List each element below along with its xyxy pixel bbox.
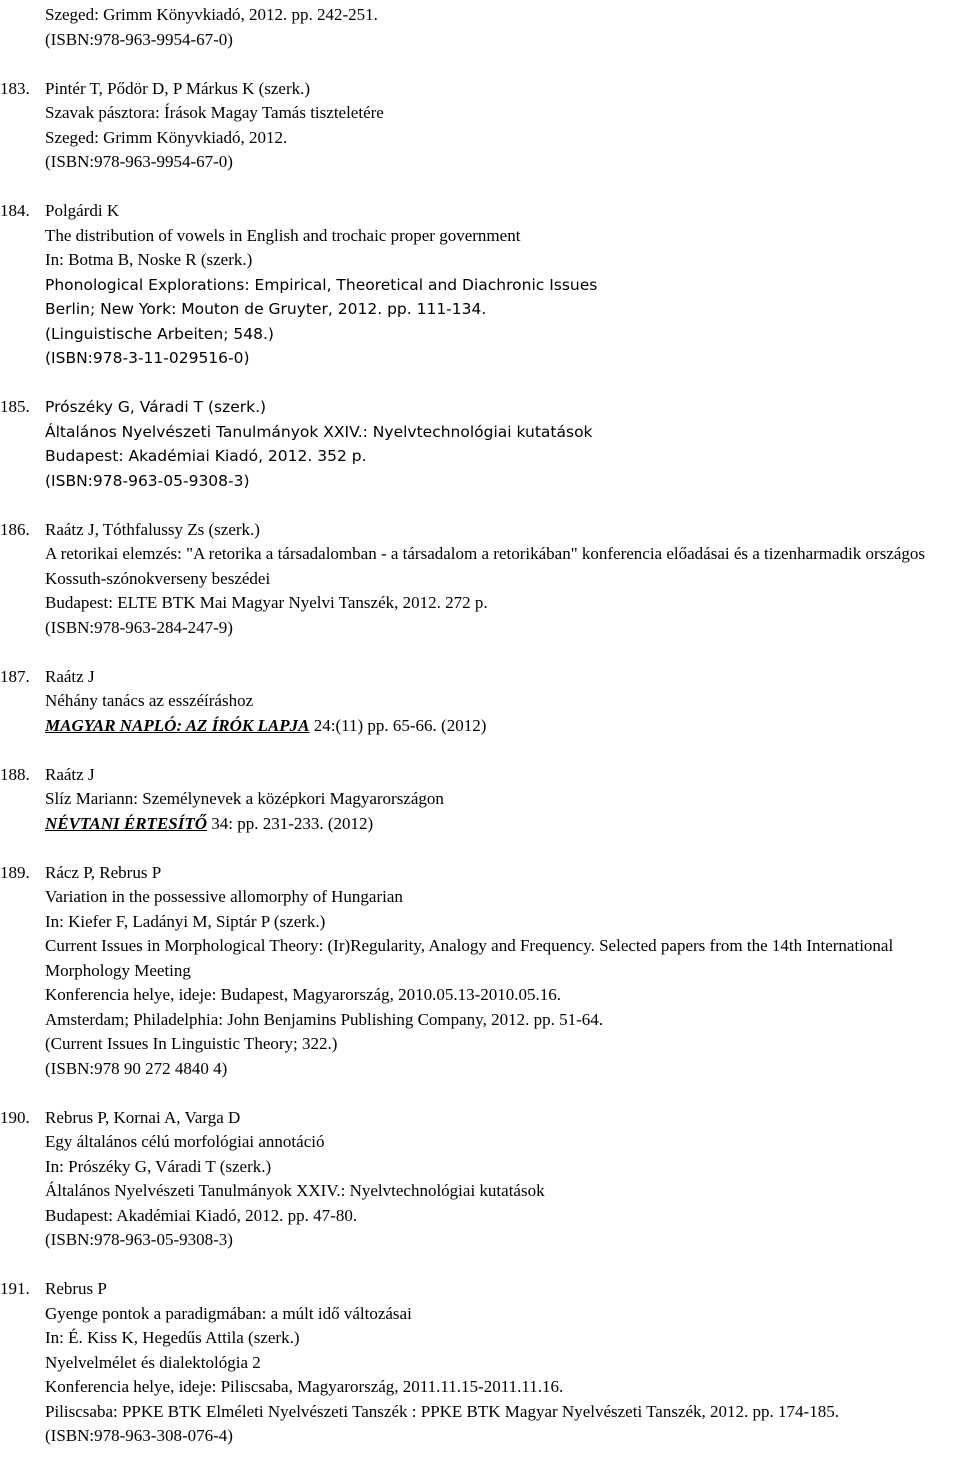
- entry-authors: Raátz J, Tóthfalussy Zs (szerk.): [45, 519, 260, 539]
- entry-190: [0, 1106, 960, 1253]
- series-line: (Linguistische Arbeiten; 548.): [45, 324, 274, 343]
- entry-number: 183.: [0, 78, 30, 98]
- entry-184: [0, 199, 960, 371]
- entry-fragment-top: [0, 3, 960, 52]
- entry-authors: Rebrus P: [45, 1279, 107, 1298]
- entry-183: [0, 77, 960, 175]
- entry-189: [0, 861, 960, 1082]
- isbn-line: (ISBN:978-963-05-9308-3): [45, 471, 250, 490]
- entry-title: Variation in the possessive allomorphy of Hungarian: [45, 887, 403, 906]
- publisher-line: Budapest: Akadémiai Kiadó, 2012. 352 p.: [45, 447, 367, 465]
- entry-title: Gyenge pontok a paradigmában: a múlt idő változásai: [45, 1303, 412, 1323]
- journal-name: MAGYAR NAPLÓ: AZ ÍRÓK LAPJA: [45, 715, 310, 735]
- entry-authors: Polgárdi K: [45, 201, 120, 220]
- publisher-line: Berlin; New York: Mouton de Gruyter, 2012. pp. 111-134.: [45, 300, 487, 318]
- publisher-line: Piliscsaba: PPKE BTK Elméleti Nyelvészeti Tanszék : PPKE BTK Magyar Nyelvészeti Tanszék, 2012. pp. 174-185.: [45, 1401, 839, 1421]
- entry-title: Slíz Mariann: Személynevek a középkori Magyarországon: [45, 789, 444, 808]
- isbn-line: (ISBN:978-3-11-029516-0): [45, 349, 250, 367]
- book-title: Phonological Explorations: Empirical, Theoretical and Diachronic Issues: [45, 275, 598, 294]
- isbn-line: (ISBN:978-963-9954-67-0): [45, 152, 233, 171]
- editors-line: In: Botma B, Noske R (szerk.): [45, 250, 253, 269]
- conference-line: Konferencia helye, ideje: Piliscsaba, Magyarország, 2011.11.15-2011.11.16.: [45, 1377, 564, 1396]
- entry-number: 190.: [0, 1107, 30, 1127]
- entry-authors: Raátz J: [45, 666, 95, 686]
- editors-line: In: Prószéky G, Váradi T (szerk.): [45, 1156, 272, 1176]
- entry-number: 189.: [0, 862, 30, 882]
- publisher-line: Budapest: ELTE BTK Mai Magyar Nyelvi Tanszék, 2012. 272 p.: [45, 593, 488, 612]
- isbn-line: (ISBN:978 90 272 4840 4): [45, 1058, 228, 1078]
- journal-name: NÉVTANI ÉRTESÍTŐ: [45, 813, 208, 833]
- entry-title: Szavak pásztora: Írások Magay Tamás tiszteletére: [45, 103, 384, 122]
- publisher-line: Szeged: Grimm Könyvkiadó, 2012.: [45, 127, 288, 147]
- entry-number: 191.: [0, 1279, 30, 1298]
- conference-line: Konferencia helye, ideje: Budapest, Magyarország, 2010.05.13-2010.05.16.: [45, 985, 561, 1004]
- publisher-line: Budapest: Akadémiai Kiadó, 2012. pp. 47-80.: [45, 1205, 358, 1225]
- entry-authors: Prószéky G, Váradi T (szerk.): [45, 398, 267, 416]
- isbn-line: (ISBN:978-963-284-247-9): [45, 617, 233, 637]
- entry-187: [0, 665, 960, 739]
- entry-185: [0, 395, 960, 493]
- isbn-line: (ISBN:978-963-308-076-4): [45, 1426, 233, 1445]
- journal-citation: [0, 812, 960, 837]
- entry-authors: Raátz J: [45, 764, 95, 784]
- entry-title: Néhány tanács az esszéíráshoz: [45, 691, 254, 710]
- series-line: (Current Issues In Linguistic Theory; 322.): [45, 1034, 338, 1053]
- book-title: Nyelvelmélet és dialektológia 2: [45, 1352, 261, 1372]
- publisher-line: Szeged: Grimm Könyvkiadó, 2012. pp. 242-251.: [45, 5, 378, 24]
- editors-line: In: É. Kiss K, Hegedűs Attila (szerk.): [45, 1328, 300, 1347]
- entry-186: [0, 518, 960, 641]
- book-title: Current Issues in Morphological Theory: (Ir)Regularity, Analogy and Frequency. Selected papers from the 14th International Morphology Meeting: [45, 936, 894, 980]
- book-title: Általános Nyelvészeti Tanulmányok XXIV.: Nyelvtechnológiai kutatások: [45, 422, 593, 441]
- entry-number: 184.: [0, 201, 30, 220]
- editors-line: In: Kiefer F, Ladányi M, Siptár P (szerk.): [45, 911, 326, 931]
- entry-number: 187.: [0, 666, 30, 686]
- journal-citation: [0, 714, 960, 739]
- publisher-line: Amsterdam; Philadelphia: John Benjamins Publishing Company, 2012. pp. 51-64.: [45, 1009, 603, 1029]
- entry-191: [0, 1277, 960, 1449]
- entry-188: [0, 763, 960, 837]
- entry-number: 186.: [0, 519, 30, 539]
- entry-authors: Pintér T, Pődör D, P Márkus K (szerk.): [45, 78, 311, 98]
- book-title: A retorikai elemzés: "A retorika a társadalomban - a társadalom a retorikában" konferencia előadásai és a tizenharmadik országos Kossuth-szónokverseny beszédei: [45, 544, 926, 588]
- entry-number: 185.: [0, 397, 30, 416]
- entry-title: Egy általános célú morfológiai annotáció: [45, 1132, 325, 1151]
- entry-authors: Rebrus P, Kornai A, Varga D: [45, 1107, 241, 1127]
- entry-authors: Rácz P, Rebrus P: [45, 862, 162, 882]
- isbn-line: (ISBN:978-963-9954-67-0): [45, 29, 233, 49]
- citation-details: 34: pp. 231-233. (2012): [207, 813, 374, 833]
- entry-title: The distribution of vowels in English and trochaic proper government: [45, 225, 521, 245]
- entry-number: 188.: [0, 764, 30, 784]
- book-title: Általános Nyelvészeti Tanulmányok XXIV.: Nyelvtechnológiai kutatások: [45, 1181, 545, 1200]
- isbn-line: (ISBN:978-963-05-9308-3): [45, 1230, 233, 1249]
- citation-details: 24:(11) pp. 65-66. (2012): [309, 715, 487, 735]
